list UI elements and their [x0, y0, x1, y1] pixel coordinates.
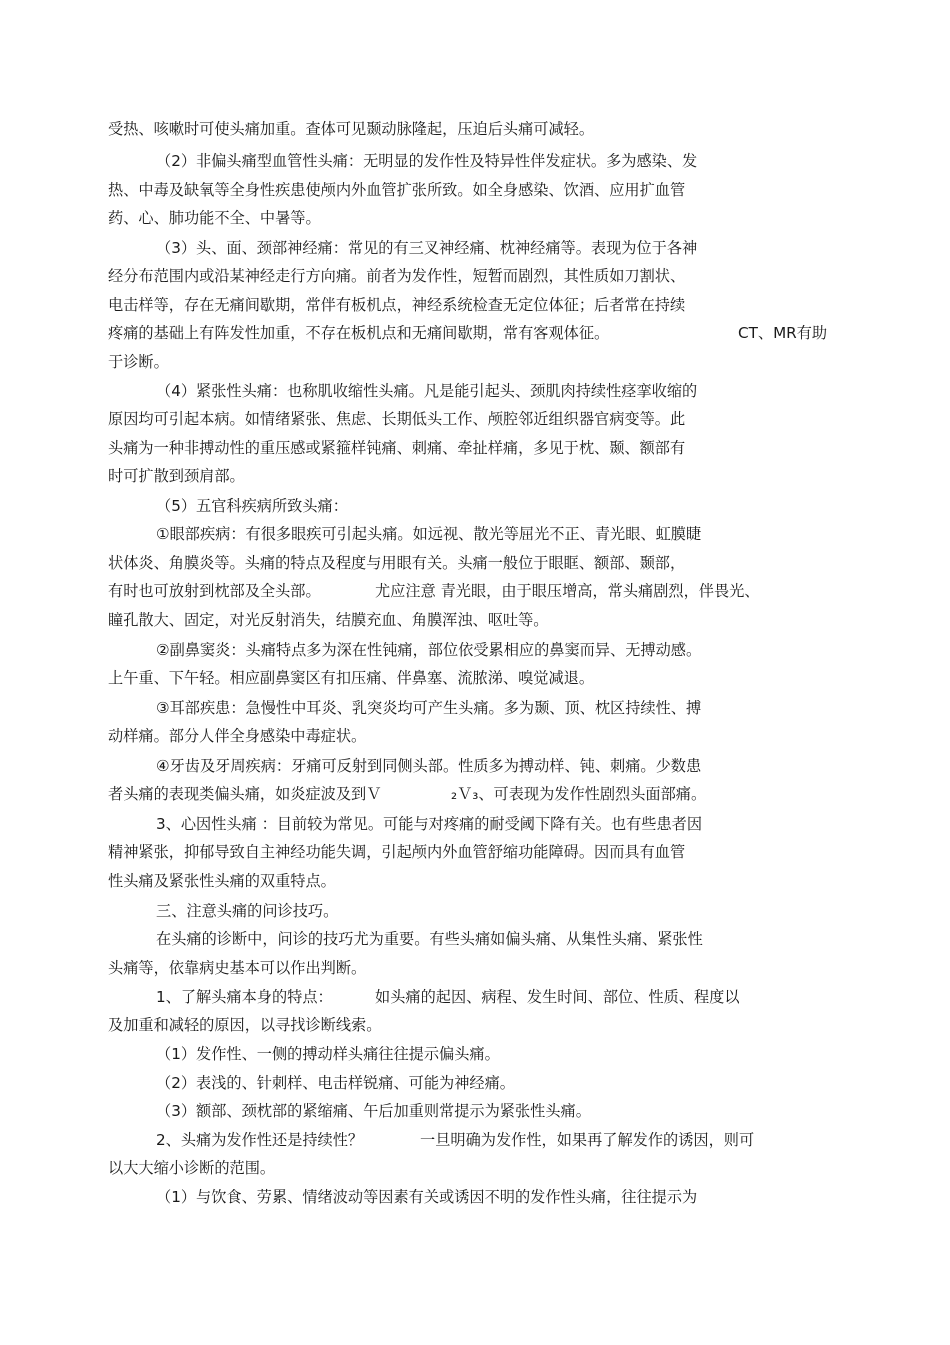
text-line: （2）非偏头痛型血管性头痛：无明显的发作性及特异性伴发症状。多为感染、发: [156, 152, 698, 170]
text-line: ₂Ｖ₃、可表现为发作性剧烈头面部痛。: [451, 785, 707, 803]
text-line: 及加重和减轻的原因，以寻找诊断线索。: [108, 1016, 382, 1034]
text-line: 电击样等，存在无痛间歇期，常伴有板机点，神经系统检查无定位体征；后者常在持续: [108, 296, 686, 314]
text-line: 热、中毒及缺氧等全身性疾患使颅内外血管扩张所致。如全身感染、饮酒、应用扩血管: [108, 181, 686, 199]
text-line: 于诊断。: [108, 353, 169, 371]
text-line: 上午重、下午轻。相应副鼻窦区有扣压痛、伴鼻塞、流脓涕、嗅觉减退。: [108, 669, 594, 687]
text-line: 头痛等，依靠病史基本可以作出判断。: [108, 959, 367, 977]
text-line: 一旦明确为发作性，如果再了解发作的诱因，则可: [420, 1131, 755, 1149]
text-line: 精神紧张，抑郁导致自主神经功能失调，引起颅内外血管舒缩功能障碍。因而具有血管: [108, 843, 686, 861]
text-line: （5）五官科疾病所致头痛：: [156, 497, 348, 515]
text-line: （1）与饮食、劳累、情绪波动等因素有关或诱因不明的发作性头痛，往往提示为: [156, 1188, 698, 1206]
text-line: 以大大缩小诊断的范围。: [108, 1159, 276, 1177]
text-line: 有时也可放射到枕部及全头部。: [108, 582, 321, 600]
text-line: 三、注意头痛的问诊技巧。: [156, 902, 339, 920]
text-line: 动样痛。部分人伴全身感染中毒症状。: [108, 727, 367, 745]
text-line: 原因均可引起本病。如情绪紧张、焦虑、长期低头工作、颅腔邻近组织器官病变等。此: [108, 410, 686, 428]
text-line: ①眼部疾病：有很多眼疾可引起头痛。如远视、散光等屈光不正、青光眼、虹膜睫: [156, 525, 702, 543]
text-line: ②副鼻窦炎：头痛特点多为深在性钝痛，部位依受累相应的鼻窦而异、无搏动感。: [156, 641, 702, 659]
text-line: 药、心、肺功能不全、中暑等。: [108, 209, 321, 227]
text-line: ④牙齿及牙周疾病：牙痛可反射到同侧头部。性质多为搏动样、钝、刺痛。少数患: [156, 757, 702, 775]
text-line: 受热、咳嗽时可使头痛加重。查体可见颞动脉隆起，压迫后头痛可减轻。: [108, 120, 594, 138]
text-line: 1、了解头痛本身的特点：: [156, 988, 333, 1006]
text-line: 3、心因性头痛 ：目前较为常见。可能与对疼痛的耐受阈下降有关。也有些患者因: [156, 815, 703, 833]
text-line: 经分布范围内或沿某神经走行方向痛。前者为发作性，短暂而剧烈，其性质如刀割状、: [108, 267, 686, 285]
text-line: 状体炎、角膜炎等。头痛的特点及程度与用眼有关。头痛一般位于眼眶、额部、颞部，: [108, 554, 686, 572]
text-line: 瞳孔散大、固定，对光反射消失，结膜充血、角膜浑浊、呕吐等。: [108, 611, 549, 629]
text-line: 者头痛的表现类偏头痛，如炎症波及到Ｖ: [108, 785, 382, 803]
text-line: 尤应注意 青光眼，由于眼压增高，常头痛剧烈，伴畏光、: [375, 582, 760, 600]
text-line: 疼痛的基础上有阵发性加重，不存在板机点和无痛间歇期，常有客观体征。: [108, 324, 610, 342]
text-line: （3）头、面、颈部神经痛：常见的有三叉神经痛、枕神经痛等。表现为位于各神: [156, 239, 698, 257]
text-line: （3）额部、颈枕部的紧缩痛、午后加重则常提示为紧张性头痛。: [156, 1102, 591, 1120]
text-line: （2）表浅的、针刺样、电击样锐痛、可能为神经痛。: [156, 1074, 515, 1092]
text-line: ③耳部疾患：急慢性中耳炎、乳突炎均可产生头痛。多为颞、顶、枕区持续性、搏: [156, 699, 702, 717]
text-line: 头痛为一种非搏动性的重压感或紧箍样钝痛、刺痛、牵扯样痛，多见于枕、颞、额部有: [108, 439, 686, 457]
text-line: CT、MR有助: [738, 324, 828, 342]
text-line: 如头痛的起因、病程、发生时间、部位、性质、程度以: [375, 988, 740, 1006]
text-line: 在头痛的诊断中，问诊的技巧尤为重要。有些头痛如偏头痛、从集性头痛、紧张性: [156, 930, 703, 948]
text-line: 性头痛及紧张性头痛的双重特点。: [108, 872, 336, 890]
text-line: 时可扩散到颈肩部。: [108, 467, 245, 485]
text-line: 2、头痛为发作性还是持续性？: [156, 1131, 364, 1149]
text-line: （1）发作性、一侧的搏动样头痛往往提示偏头痛。: [156, 1045, 500, 1063]
text-line: （4）紧张性头痛：也称肌收缩性头痛。凡是能引起头、颈肌肉持续性痉挛收缩的: [156, 382, 698, 400]
